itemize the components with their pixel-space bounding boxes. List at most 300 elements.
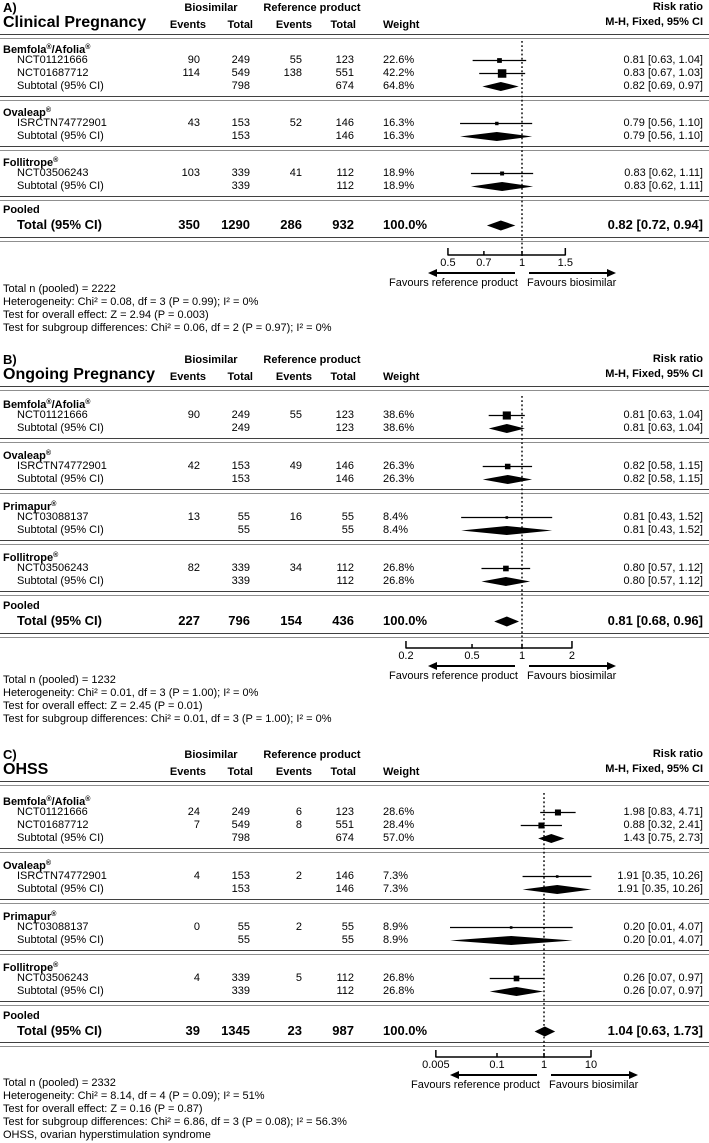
study-ci-text: 0.88 [0.32, 2.41] — [623, 819, 703, 831]
footnote-line: Test for overall effect: Z = 0.16 (P = 0.87) — [3, 1103, 203, 1115]
column-header-total-biosimilar: Total — [227, 19, 253, 31]
subtotal-weight: 26.3% — [383, 473, 415, 485]
study-label: NCT01687712 — [17, 67, 89, 79]
footnote-line: OHSS, ovarian hyperstimulation syndrome — [3, 1129, 211, 1141]
header-separator — [0, 781, 709, 786]
study-total-reference: 551 — [335, 819, 354, 831]
subtotal-total-biosimilar: 798 — [231, 832, 250, 844]
study-total-biosimilar: 249 — [231, 54, 250, 66]
study-ci-text: 0.81 [0.43, 1.52] — [623, 511, 703, 523]
subtotal-label: Subtotal (95% CI) — [17, 422, 104, 434]
subtotal-total-reference: 146 — [335, 473, 354, 485]
study-row — [0, 511, 709, 524]
panel-letter: C) — [3, 747, 17, 762]
column-header-weight: Weight — [383, 19, 420, 31]
axis-tick-label: 0.1 — [489, 1059, 505, 1071]
column-header-effect-measure: M-H, Fixed, 95% CI — [605, 763, 703, 775]
subtotal-row — [0, 473, 709, 486]
study-ci-text: 1.91 [0.35, 10.26] — [617, 870, 703, 882]
pooled-total-label: Total (95% CI) — [17, 1023, 102, 1038]
study-ci-text: 0.83 [0.67, 1.03] — [623, 67, 703, 79]
study-total-reference: 112 — [336, 972, 354, 984]
study-events-biosimilar: 13 — [187, 511, 200, 523]
subtotal-total-biosimilar: 798 — [231, 80, 250, 92]
registered-mark: ® — [45, 860, 51, 867]
study-events-reference: 2 — [295, 921, 302, 933]
subtotal-row — [0, 575, 709, 588]
column-header-events-biosimilar: Events — [169, 19, 206, 31]
study-events-reference: 52 — [289, 117, 302, 129]
study-row — [0, 819, 709, 832]
pooled-total-row — [0, 613, 709, 630]
footnotes — [3, 1077, 347, 1142]
study-events-biosimilar: 4 — [193, 972, 200, 984]
subgroup-name: Primapur® — [3, 911, 57, 923]
study-row — [0, 117, 709, 130]
section-separator — [0, 196, 709, 201]
axis-tick-label: 2 — [568, 650, 576, 662]
subtotal-ci-text: 0.79 [0.56, 1.10] — [623, 130, 703, 142]
study-label: ISRCTN74772901 — [17, 870, 107, 882]
subtotal-label: Subtotal (95% CI) — [17, 575, 104, 587]
pooled-weight: 100.0% — [383, 217, 428, 232]
study-weight: 38.6% — [383, 409, 415, 421]
pooled-ci-text: 1.04 [0.63, 1.73] — [607, 1023, 703, 1038]
study-row — [0, 562, 709, 575]
study-ci-text: 1.98 [0.83, 4.71] — [623, 806, 703, 818]
subtotal-total-reference: 674 — [335, 80, 354, 92]
subtotal-total-biosimilar: 55 — [237, 524, 250, 536]
column-header-reference-product: Reference product — [263, 354, 361, 366]
pooled-total-row — [0, 217, 709, 234]
subgroup-name: Bemfola®/Afolia® — [3, 399, 91, 411]
column-header-biosimilar: Biosimilar — [184, 2, 238, 14]
study-row — [0, 460, 709, 473]
column-header-total-reference: Total — [330, 371, 356, 383]
study-label: NCT01121666 — [17, 409, 88, 421]
subtotal-weight: 64.8% — [383, 80, 415, 92]
subtotal-ci-text: 1.43 [0.75, 2.73] — [623, 832, 703, 844]
study-label: ISRCTN74772901 — [17, 460, 107, 472]
footnote-line: Test for overall effect: Z = 2.94 (P = 0.003) — [3, 309, 209, 321]
study-label: NCT03506243 — [17, 562, 89, 574]
study-row — [0, 409, 709, 422]
registered-mark: ® — [85, 796, 91, 803]
axis-tick-label: 10 — [584, 1059, 598, 1071]
subtotal-ci-text: 0.83 [0.62, 1.11] — [624, 180, 703, 192]
study-row — [0, 54, 709, 67]
column-header-effect-measure: M-H, Fixed, 95% CI — [605, 368, 703, 380]
pooled-total-row — [0, 1023, 709, 1040]
subtotal-weight: 57.0% — [383, 832, 415, 844]
pooled-separator — [0, 1042, 709, 1047]
subgroup-header-row — [0, 41, 709, 54]
rows-region — [0, 396, 709, 638]
section-separator — [0, 848, 709, 853]
subtotal-label: Subtotal (95% CI) — [17, 832, 104, 844]
subgroup-name: Ovaleap® — [3, 450, 51, 462]
subtotal-label: Subtotal (95% CI) — [17, 180, 104, 192]
subtotal-weight: 7.3% — [383, 883, 409, 895]
registered-mark: ® — [46, 399, 52, 406]
study-events-reference: 55 — [289, 409, 302, 421]
pooled-events-biosimilar: 227 — [178, 613, 200, 628]
rows-region — [0, 793, 709, 1047]
subtotal-label: Subtotal (95% CI) — [17, 524, 104, 536]
pooled-weight: 100.0% — [383, 613, 428, 628]
header-separator — [0, 386, 709, 391]
study-row — [0, 67, 709, 80]
panel-letter: B) — [3, 352, 17, 367]
subtotal-ci-text: 0.26 [0.07, 0.97] — [623, 985, 703, 997]
section-separator — [0, 1001, 709, 1006]
study-weight: 7.3% — [383, 870, 409, 882]
study-label: NCT03088137 — [17, 511, 89, 523]
study-weight: 16.3% — [383, 117, 415, 129]
study-total-biosimilar: 249 — [231, 409, 250, 421]
axis-tick-label: 1 — [518, 650, 526, 662]
column-header-risk-ratio: Risk ratio — [652, 353, 703, 365]
subtotal-total-reference: 112 — [336, 985, 354, 997]
favours-left-label: Favours reference product — [388, 277, 518, 289]
panel-title: Ongoing Pregnancy — [3, 366, 156, 383]
subtotal-label: Subtotal (95% CI) — [17, 883, 104, 895]
footnote-line: Total n (pooled) = 2332 — [3, 1077, 116, 1089]
subtotal-row — [0, 985, 709, 998]
subtotal-weight: 18.9% — [383, 180, 415, 192]
study-row — [0, 921, 709, 934]
subgroup-name: Follitrope® — [3, 157, 59, 169]
pooled-total-biosimilar: 1345 — [221, 1023, 250, 1038]
pooled-total-label: Total (95% CI) — [17, 613, 102, 628]
registered-mark: ® — [51, 911, 57, 918]
header-separator — [0, 34, 709, 39]
study-total-reference: 146 — [335, 870, 354, 882]
column-header-total-biosimilar: Total — [227, 371, 253, 383]
axis-tick-label: 0.5 — [464, 650, 480, 662]
subgroup-header-row — [0, 154, 709, 167]
study-total-biosimilar: 249 — [231, 806, 250, 818]
subtotal-total-reference: 123 — [335, 422, 354, 434]
axis-tick-label: 0.7 — [476, 257, 492, 269]
subtotal-ci-text: 0.82 [0.69, 0.97] — [623, 80, 703, 92]
panel-title: OHSS — [3, 761, 49, 778]
section-separator — [0, 591, 709, 596]
registered-mark: ® — [85, 44, 91, 51]
subtotal-ci-text: 0.81 [0.43, 1.52] — [623, 524, 703, 536]
study-events-reference: 8 — [295, 819, 302, 831]
column-header-total-biosimilar: Total — [227, 766, 253, 778]
study-total-biosimilar: 153 — [231, 117, 250, 129]
subgroup-name: Bemfola®/Afolia® — [3, 44, 91, 56]
study-ci-text: 0.81 [0.63, 1.04] — [623, 409, 703, 421]
favours-right-label: Favours biosimilar — [527, 277, 617, 289]
subgroup-header-row — [0, 447, 709, 460]
study-total-reference: 551 — [335, 67, 354, 79]
subgroup-header-row — [0, 104, 709, 117]
subtotal-total-biosimilar: 339 — [231, 575, 250, 587]
pooled-header-row — [0, 600, 709, 613]
study-events-biosimilar: 114 — [182, 67, 200, 79]
subtotal-ci-text: 0.80 [0.57, 1.12] — [623, 575, 703, 587]
pooled-events-biosimilar: 350 — [178, 217, 200, 232]
axis-tick-label: 1 — [540, 1059, 548, 1071]
study-total-reference: 55 — [341, 511, 354, 523]
subtotal-row — [0, 422, 709, 435]
study-total-biosimilar: 339 — [231, 972, 250, 984]
subtotal-row — [0, 934, 709, 947]
study-events-reference: 138 — [283, 67, 302, 79]
registered-mark: ® — [53, 552, 59, 559]
subtotal-total-biosimilar: 153 — [231, 473, 250, 485]
study-total-biosimilar: 55 — [237, 921, 250, 933]
footnote-line: Heterogeneity: Chi² = 0.08, df = 3 (P = 0.99); I² = 0% — [3, 296, 259, 308]
registered-mark: ® — [53, 962, 59, 969]
registered-mark: ® — [46, 44, 52, 51]
registered-mark: ® — [45, 450, 51, 457]
column-header-reference-product: Reference product — [263, 2, 361, 14]
subtotal-total-reference: 55 — [341, 524, 354, 536]
column-header-total-reference: Total — [330, 19, 356, 31]
study-total-reference: 123 — [335, 54, 354, 66]
footnote-line: Total n (pooled) = 2222 — [3, 283, 116, 295]
study-row — [0, 167, 709, 180]
column-header-events-reference: Events — [275, 766, 312, 778]
column-header-events-biosimilar: Events — [169, 766, 206, 778]
study-total-reference: 123 — [335, 409, 354, 421]
study-total-biosimilar: 549 — [231, 67, 250, 79]
subgroup-header-row — [0, 857, 709, 870]
subtotal-label: Subtotal (95% CI) — [17, 80, 104, 92]
column-header-risk-ratio: Risk ratio — [652, 748, 703, 760]
axis-tick-label: 0.2 — [398, 650, 414, 662]
column-header-events-reference: Events — [275, 19, 312, 31]
pooled-header: Pooled — [3, 600, 40, 612]
subtotal-total-biosimilar: 55 — [237, 934, 250, 946]
forest-panel-c — [0, 747, 709, 1143]
study-events-biosimilar: 4 — [193, 870, 200, 882]
study-total-biosimilar: 55 — [237, 511, 250, 523]
pooled-total-label: Total (95% CI) — [17, 217, 102, 232]
study-events-biosimilar: 43 — [187, 117, 200, 129]
subtotal-weight: 26.8% — [383, 575, 415, 587]
subtotal-weight: 8.9% — [383, 934, 409, 946]
section-separator — [0, 540, 709, 545]
study-events-biosimilar: 90 — [187, 409, 200, 421]
subgroup-header-row — [0, 793, 709, 806]
pooled-ci-text: 0.81 [0.68, 0.96] — [607, 613, 703, 628]
study-ci-text: 0.83 [0.62, 1.11] — [624, 167, 703, 179]
subtotal-total-biosimilar: 339 — [231, 180, 250, 192]
rows-region — [0, 41, 709, 242]
subgroup-header-row — [0, 396, 709, 409]
study-total-biosimilar: 549 — [231, 819, 250, 831]
left-arrowhead-icon — [450, 1071, 459, 1079]
right-arrowhead-icon — [607, 662, 616, 670]
subtotal-ci-text: 0.82 [0.58, 1.15] — [623, 473, 703, 485]
study-events-biosimilar: 42 — [187, 460, 200, 472]
subtotal-weight: 8.4% — [383, 524, 409, 536]
subtotal-total-reference: 55 — [341, 934, 354, 946]
footnote-line: Test for overall effect: Z = 2.45 (P = 0.01) — [3, 700, 203, 712]
study-total-biosimilar: 153 — [231, 870, 250, 882]
study-total-reference: 112 — [336, 562, 354, 574]
subtotal-total-biosimilar: 153 — [231, 130, 250, 142]
section-separator — [0, 438, 709, 443]
subtotal-weight: 38.6% — [383, 422, 415, 434]
subtotal-total-biosimilar: 153 — [231, 883, 250, 895]
subgroup-header-row — [0, 498, 709, 511]
forest-panel-b — [0, 352, 709, 747]
study-weight: 22.6% — [383, 54, 415, 66]
subgroup-header-row — [0, 959, 709, 972]
subgroup-name: Ovaleap® — [3, 860, 51, 872]
section-separator — [0, 489, 709, 494]
subgroup-name: Primapur® — [3, 501, 57, 513]
study-total-reference: 146 — [335, 117, 354, 129]
study-events-reference: 34 — [289, 562, 302, 574]
subtotal-total-reference: 112 — [336, 180, 354, 192]
column-header-weight: Weight — [383, 766, 420, 778]
subtotal-row — [0, 883, 709, 896]
study-events-reference: 16 — [289, 511, 302, 523]
footnote-line: Test for subgroup differences: Chi² = 0.06, df = 2 (P = 0.97); I² = 0% — [3, 322, 332, 334]
subgroup-name: Follitrope® — [3, 552, 59, 564]
pooled-header-row — [0, 204, 709, 217]
subgroup-name: Bemfola®/Afolia® — [3, 796, 91, 808]
subtotal-ci-text: 0.20 [0.01, 4.07] — [623, 934, 703, 946]
right-arrowhead-icon — [607, 269, 616, 277]
column-header-risk-ratio: Risk ratio — [652, 1, 703, 13]
panel-title: Clinical Pregnancy — [3, 14, 147, 31]
study-events-reference: 41 — [289, 167, 302, 179]
section-separator — [0, 146, 709, 151]
column-header-effect-measure: M-H, Fixed, 95% CI — [605, 16, 703, 28]
study-ci-text: 0.81 [0.63, 1.04] — [623, 54, 703, 66]
section-separator — [0, 899, 709, 904]
study-weight: 8.4% — [383, 511, 409, 523]
favours-right-label: Favours biosimilar — [549, 1079, 639, 1091]
axis-tick-label: 0.005 — [422, 1059, 450, 1071]
study-label: NCT01687712 — [17, 819, 89, 831]
subtotal-row — [0, 524, 709, 537]
study-weight: 28.4% — [383, 819, 415, 831]
subtotal-total-reference: 146 — [335, 130, 354, 142]
subtotal-total-reference: 146 — [335, 883, 354, 895]
axis-tick-label: 0.5 — [440, 257, 456, 269]
study-weight: 18.9% — [383, 167, 415, 179]
subtotal-row — [0, 130, 709, 143]
pooled-events-reference: 154 — [280, 613, 302, 628]
column-header-weight: Weight — [383, 371, 420, 383]
subtotal-total-reference: 674 — [335, 832, 354, 844]
study-label: ISRCTN74772901 — [17, 117, 107, 129]
subgroup-name: Ovaleap® — [3, 107, 51, 119]
pooled-total-reference: 436 — [332, 613, 354, 628]
study-label: NCT03088137 — [17, 921, 89, 933]
pooled-separator — [0, 633, 709, 638]
footnote-line: Heterogeneity: Chi² = 0.01, df = 3 (P = 1.00); I² = 0% — [3, 687, 259, 699]
subtotal-label: Subtotal (95% CI) — [17, 985, 104, 997]
study-ci-text: 0.79 [0.56, 1.10] — [623, 117, 703, 129]
study-events-reference: 5 — [295, 972, 302, 984]
registered-mark: ® — [53, 157, 59, 164]
favours-left-label: Favours reference product — [410, 1079, 540, 1091]
study-total-reference: 55 — [341, 921, 354, 933]
study-weight: 26.8% — [383, 972, 415, 984]
study-label: NCT03506243 — [17, 167, 89, 179]
subtotal-total-biosimilar: 339 — [231, 985, 250, 997]
study-events-biosimilar: 90 — [187, 54, 200, 66]
pooled-header-row — [0, 1010, 709, 1023]
pooled-events-biosimilar: 39 — [185, 1023, 200, 1038]
pooled-total-biosimilar: 796 — [228, 613, 250, 628]
study-weight: 8.9% — [383, 921, 409, 933]
subgroup-header-row — [0, 908, 709, 921]
panel-letter: A) — [3, 0, 17, 15]
footnote-line: Test for subgroup differences: Chi² = 0.01, df = 3 (P = 1.00); I² = 0% — [3, 713, 332, 725]
pooled-total-biosimilar: 1290 — [221, 217, 250, 232]
study-total-biosimilar: 339 — [231, 562, 250, 574]
registered-mark: ® — [51, 501, 57, 508]
study-total-reference: 146 — [335, 460, 354, 472]
footnotes — [3, 283, 332, 335]
left-arrowhead-icon — [428, 662, 437, 670]
footnote-line: Total n (pooled) = 1232 — [3, 674, 116, 686]
study-weight: 26.8% — [383, 562, 415, 574]
study-events-biosimilar: 103 — [181, 167, 200, 179]
subgroup-name: Follitrope® — [3, 962, 59, 974]
subtotal-row — [0, 80, 709, 93]
axis-tick-label: 1.5 — [557, 257, 573, 269]
study-row — [0, 806, 709, 819]
section-separator — [0, 950, 709, 955]
study-ci-text: 0.82 [0.58, 1.15] — [623, 460, 703, 472]
study-total-biosimilar: 339 — [231, 167, 250, 179]
footnote-line: Heterogeneity: Chi² = 8.14, df = 4 (P = 0.09); I² = 51% — [3, 1090, 265, 1102]
axis-tick-label: 1 — [518, 257, 526, 269]
left-arrowhead-icon — [428, 269, 437, 277]
study-events-reference: 6 — [295, 806, 302, 818]
subtotal-label: Subtotal (95% CI) — [17, 130, 104, 142]
pooled-total-reference: 932 — [332, 217, 354, 232]
registered-mark: ® — [46, 796, 52, 803]
study-events-biosimilar: 82 — [187, 562, 200, 574]
pooled-events-reference: 23 — [287, 1023, 302, 1038]
pooled-separator — [0, 237, 709, 242]
study-total-reference: 123 — [335, 806, 354, 818]
footnotes — [3, 674, 332, 726]
column-header-events-reference: Events — [275, 371, 312, 383]
subtotal-weight: 16.3% — [383, 130, 415, 142]
study-events-reference: 2 — [295, 870, 302, 882]
study-total-biosimilar: 153 — [231, 460, 250, 472]
subtotal-ci-text: 0.81 [0.63, 1.04] — [623, 422, 703, 434]
section-separator — [0, 96, 709, 101]
favours-right-label: Favours biosimilar — [527, 670, 617, 682]
subtotal-ci-text: 1.91 [0.35, 10.26] — [617, 883, 703, 895]
registered-mark: ® — [45, 107, 51, 114]
study-label: NCT01121666 — [17, 806, 88, 818]
subtotal-row — [0, 832, 709, 845]
pooled-header: Pooled — [3, 204, 40, 216]
study-events-reference: 55 — [289, 54, 302, 66]
column-header-events-biosimilar: Events — [169, 371, 206, 383]
subtotal-row — [0, 180, 709, 193]
subtotal-label: Subtotal (95% CI) — [17, 934, 104, 946]
study-events-biosimilar: 0 — [193, 921, 200, 933]
subtotal-label: Subtotal (95% CI) — [17, 473, 104, 485]
